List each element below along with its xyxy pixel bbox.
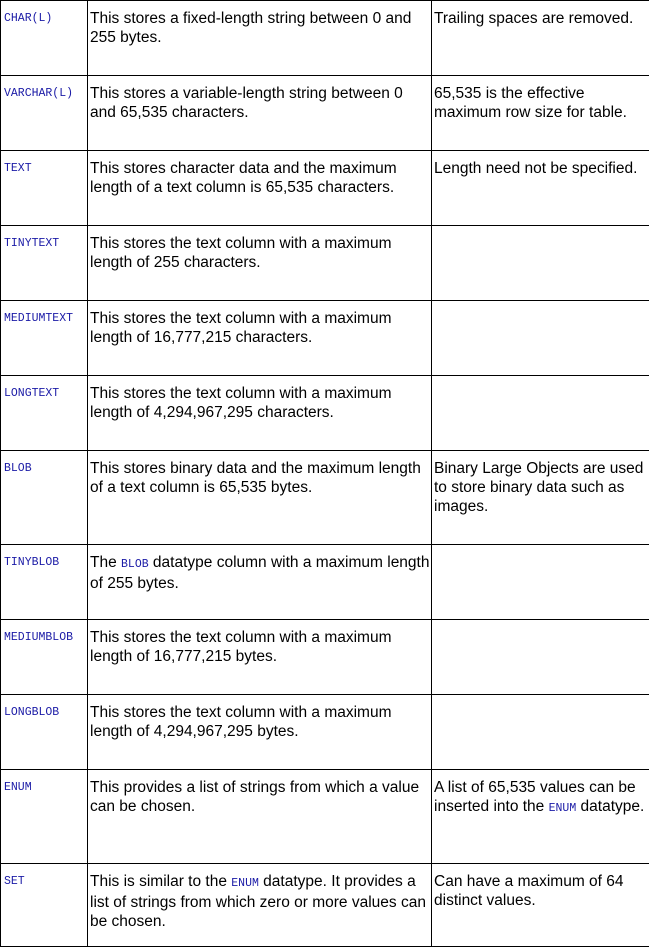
datatype-name: MEDIUMTEXT xyxy=(1,301,87,326)
notes-text: Can have a maximum of 64 distinct values. xyxy=(432,864,649,910)
datatype-name: SET xyxy=(1,864,87,889)
description-cell xyxy=(88,1,432,76)
table-row xyxy=(1,226,649,301)
notes-text xyxy=(432,376,649,384)
notes-cell xyxy=(432,620,649,695)
description-cell xyxy=(88,620,432,695)
notes-cell xyxy=(432,770,649,864)
description-text: This stores a fixed-length string between 0 and 255 bytes. xyxy=(88,1,431,47)
notes-cell xyxy=(432,376,649,451)
datatype-cell xyxy=(1,770,88,864)
notes-cell xyxy=(432,226,649,301)
datatype-name: LONGBLOB xyxy=(1,695,87,720)
datatype-name: TINYBLOB xyxy=(1,545,87,570)
table-row xyxy=(1,695,649,770)
datatype-name: TEXT xyxy=(1,151,87,176)
inline-code: BLOB xyxy=(121,558,149,571)
table-row xyxy=(1,545,649,620)
description-cell xyxy=(88,376,432,451)
description-cell xyxy=(88,864,432,947)
description-cell xyxy=(88,451,432,545)
description-text: This provides a list of strings from which a value can be chosen. xyxy=(88,770,431,816)
description-text: This stores a variable-length string between 0 and 65,535 characters. xyxy=(88,76,431,122)
inline-code: ENUM xyxy=(549,802,577,815)
notes-text: Length need not be specified. xyxy=(432,151,649,178)
description-text-part: The xyxy=(90,554,121,571)
notes-cell xyxy=(432,151,649,226)
description-text: This stores the text column with a maximum length of 255 characters. xyxy=(88,226,431,272)
table-row xyxy=(1,376,649,451)
datatype-name: ENUM xyxy=(1,770,87,795)
datatype-cell xyxy=(1,226,88,301)
notes-text xyxy=(432,620,649,628)
inline-code: ENUM xyxy=(231,877,259,890)
notes-cell xyxy=(432,695,649,770)
notes-cell xyxy=(432,76,649,151)
notes-text-part: datatype. xyxy=(576,798,644,815)
description-cell xyxy=(88,76,432,151)
datatype-cell xyxy=(1,451,88,545)
notes-text: Trailing spaces are removed. xyxy=(432,1,649,28)
datatype-cell xyxy=(1,301,88,376)
notes-cell xyxy=(432,864,649,947)
datatype-cell xyxy=(1,620,88,695)
description-text-part: datatype column with a maximum length of 255 bytes. xyxy=(90,554,429,592)
datatype-name: BLOB xyxy=(1,451,87,476)
table-row xyxy=(1,301,649,376)
notes-cell xyxy=(432,451,649,545)
description-cell xyxy=(88,151,432,226)
notes-text xyxy=(432,545,649,553)
datatype-cell xyxy=(1,151,88,226)
notes-text-part: A list of 65,535 values can be inserted into the xyxy=(434,779,636,815)
description-cell xyxy=(88,545,432,620)
description-text xyxy=(88,864,431,931)
table-row xyxy=(1,76,649,151)
description-cell xyxy=(88,695,432,770)
description-cell xyxy=(88,301,432,376)
table-row xyxy=(1,451,649,545)
description-text: This stores binary data and the maximum length of a text column is 65,535 bytes. xyxy=(88,451,431,497)
notes-text: Binary Large Objects are used to store binary data such as images. xyxy=(432,451,649,516)
table-row xyxy=(1,770,649,864)
datatype-cell xyxy=(1,864,88,947)
datatype-cell xyxy=(1,376,88,451)
table-row xyxy=(1,1,649,76)
description-text-part: datatype. It provides a list of strings from which zero or more values can be chosen. xyxy=(90,873,426,930)
description-cell xyxy=(88,226,432,301)
description-text: This stores character data and the maximum length of a text column is 65,535 characters. xyxy=(88,151,431,197)
datatype-cell xyxy=(1,695,88,770)
description-text xyxy=(88,545,431,593)
table-row xyxy=(1,620,649,695)
notes-cell xyxy=(432,1,649,76)
datatype-cell xyxy=(1,76,88,151)
notes-text: 65,535 is the effective maximum row size for table. xyxy=(432,76,649,122)
notes-text xyxy=(432,226,649,234)
description-text: This stores the text column with a maximum length of 4,294,967,295 characters. xyxy=(88,376,431,422)
notes-cell xyxy=(432,301,649,376)
table-row xyxy=(1,151,649,226)
description-text: This stores the text column with a maximum length of 16,777,215 characters. xyxy=(88,301,431,347)
table-row xyxy=(1,864,649,947)
description-cell xyxy=(88,770,432,864)
datatype-name: MEDIUMBLOB xyxy=(1,620,87,645)
datatype-name: VARCHAR(L) xyxy=(1,76,87,101)
description-text-part: This is similar to the xyxy=(90,873,231,890)
datatype-cell xyxy=(1,545,88,620)
datatype-cell xyxy=(1,1,88,76)
datatype-name: TINYTEXT xyxy=(1,226,87,251)
description-text: This stores the text column with a maximum length of 4,294,967,295 bytes. xyxy=(88,695,431,741)
notes-cell xyxy=(432,545,649,620)
description-text: This stores the text column with a maximum length of 16,777,215 bytes. xyxy=(88,620,431,666)
datatype-name: LONGTEXT xyxy=(1,376,87,401)
notes-text xyxy=(432,301,649,309)
notes-text xyxy=(432,770,649,818)
notes-text xyxy=(432,695,649,703)
datatype-name: CHAR(L) xyxy=(1,1,87,26)
